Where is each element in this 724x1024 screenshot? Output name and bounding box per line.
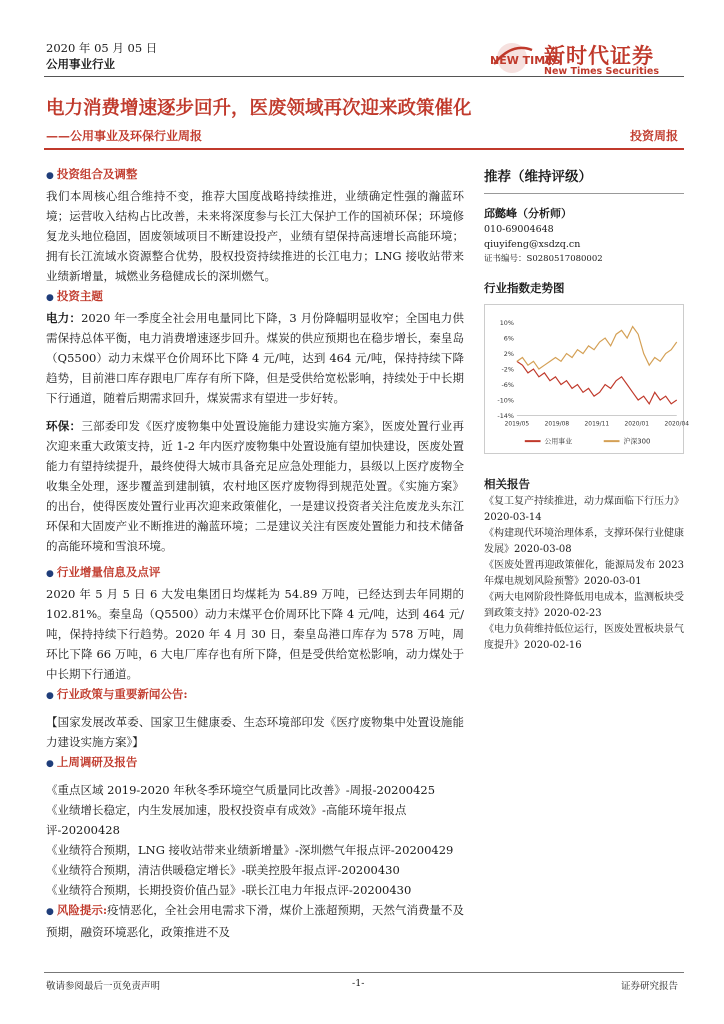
bullet-icon: ● bbox=[46, 907, 54, 917]
related-report bbox=[484, 494, 684, 526]
related-report bbox=[484, 622, 684, 654]
related-report-date: 2020-03-08 bbox=[514, 544, 572, 555]
y-tick-label: -6% bbox=[501, 381, 514, 390]
report-date: 2020 年 05 月 05 日 bbox=[46, 41, 158, 55]
page-subtitle: ——公用事业及环保行业周报 bbox=[46, 129, 203, 143]
section-text: 2020 年 5 月 5 日 6 大发电集团日均煤耗为 54.89 万吨，已经达到去年同期的 102.81%。秦皇岛（Q5500）动力末煤平仓价周环比下降 4 元/吨，达到 464 元/吨，保持持续下行趋势。2020 年 4 月 30 日，秦皇岛港口库存为 578 万吨，周环比下降 66 万吨，6 大电厂库存也有所下降，但是受供给宽松影响，动力煤处于中长期下行通道。 bbox=[46, 587, 464, 681]
logo-mark-text: NEW TIMES bbox=[490, 54, 561, 67]
env-text: 三部委印发《医疗废物集中处置设施能力建设实施方案》，医废处置行业再次迎来重大政策支持，近 1-2 年内医疗废物集中处置设施有望加快建设，医废处置能力有望持续提升，最终使得大城市具备充足应急处理能力，县级以上医疗废物全收集全处理，逐步覆盖到建制镇，农村地区医疗废物得到规范处置。《实施方案》的出台，使得医废处置行业再次迎来政策催化，一是建议投资者关注危废龙头东江环保和大固废产业不断推进的瀚蓝环境；二是建议关注有医废处置能力和技术储备的高能环境和雪浪环境。 bbox=[46, 419, 465, 553]
y-tick-label: 10% bbox=[499, 319, 514, 328]
rating: 推荐（维持评级） bbox=[484, 169, 592, 185]
company-logo-icon bbox=[486, 40, 561, 76]
analyst-name: 邱懿峰（分析师） bbox=[484, 207, 572, 220]
related-reports-title: 相关报告 bbox=[484, 477, 530, 491]
title-divider bbox=[44, 148, 684, 150]
related-report-date: 2020-02-16 bbox=[524, 640, 582, 651]
power-text: 2020 年一季度全社会用电量同比下降，3 月份降幅明显收窄；全国电力供需保持总体平衡，电力消费增速逐步回升。煤炭的供应预期也在稳步增长，秦皇岛（Q5500）动力末煤平仓价周环比下降 4 元/吨，达到 464 元/吨，保持持续下降趋势，目前港口库存跟电厂库存有所下降，但是受供给宽松影响，持续处于中长期下行通道，随着后期需求回升，煤炭需求有望进一步好转。 bbox=[46, 311, 464, 405]
footer-disclaimer: 敬请参阅最后一页免责声明 bbox=[46, 981, 161, 992]
related-report bbox=[484, 590, 684, 622]
research-item: 《业绩符合预期，LNG 接收站带来业绩新增量》-深圳燃气年报点评-20200429 bbox=[46, 843, 454, 857]
sidebar bbox=[484, 164, 690, 654]
index-chart-title: 行业指数走势图 bbox=[484, 281, 565, 295]
section-heading: 投资组合及调整 bbox=[56, 167, 138, 181]
related-report-title: 《复工复产持续推进，动力煤面临下行压力》 bbox=[484, 496, 684, 507]
y-tick-label: -10% bbox=[497, 396, 514, 405]
research-item: 《业绩符合预期，清洁供暖稳定增长》-联美控股年报点评-20200430 bbox=[46, 863, 400, 877]
legend-label: 公用事业 bbox=[544, 437, 573, 446]
x-tick-label: 2019/08 bbox=[544, 421, 570, 428]
header-divider bbox=[44, 76, 684, 77]
sector-label: 公用事业行业 bbox=[46, 57, 115, 71]
footer-divider bbox=[44, 972, 684, 973]
research-item: 《业绩符合预期，长期投资价值凸显》-联长江电力年报点评-20200430 bbox=[46, 883, 412, 897]
bullet-icon: ● bbox=[46, 293, 54, 303]
x-tick-label: 2020/04 bbox=[664, 421, 690, 428]
rating-divider bbox=[484, 193, 684, 194]
related-report-date: 2020-02-23 bbox=[544, 608, 602, 619]
cert-label: 证书编号： bbox=[484, 254, 527, 264]
x-tick-label: 2019/05 bbox=[504, 421, 530, 428]
cert-number: S0280517080002 bbox=[526, 254, 603, 264]
section-heading: 上周调研及报告 bbox=[56, 755, 138, 769]
section-policy bbox=[46, 684, 464, 752]
page-title: 电力消费增速逐步回升，医废领域再次迎来政策催化 bbox=[46, 98, 472, 119]
section-text: 【国家发展改革委、国家卫生健康委、生态环境部印发《医疗废物集中处置设施能力建设实施方案》】 bbox=[46, 715, 464, 749]
bullet-icon: ● bbox=[46, 569, 54, 579]
section-heading: 行业政策与重要新闻公告: bbox=[56, 687, 188, 701]
section-heading: 行业增量信息及点评 bbox=[56, 565, 161, 579]
main-column bbox=[46, 164, 464, 942]
related-report-date: 2020-03-14 bbox=[484, 512, 542, 523]
page-number: -1- bbox=[352, 978, 365, 989]
section-industry bbox=[46, 562, 464, 684]
logo-name-en: New Times Securities bbox=[544, 66, 660, 77]
related-report-title: 《构建现代环境治理体系，支撑环保行业健康发展》 bbox=[484, 528, 684, 555]
bullet-icon: ● bbox=[46, 171, 54, 181]
series-line-1 bbox=[517, 327, 677, 370]
section-research bbox=[46, 752, 464, 900]
related-report-date: 2020-03-01 bbox=[584, 576, 642, 587]
power-label: 电力： bbox=[46, 311, 82, 325]
section-risk bbox=[46, 900, 464, 942]
analyst-email: qiuyifeng@xsdzq.cn bbox=[484, 239, 581, 250]
research-item: 《业绩增长稳定，内生发展加速，股权投资卓有成效》-高能环境年报点评-20200428 bbox=[46, 803, 407, 837]
section-heading: 风险提示: bbox=[56, 903, 108, 917]
legend-label: 沪深300 bbox=[623, 437, 651, 446]
related-report bbox=[484, 526, 684, 558]
y-tick-label: 6% bbox=[503, 334, 514, 343]
x-tick-label: 2020/01 bbox=[624, 421, 650, 428]
footer-brand: 证券研究报告 bbox=[620, 981, 678, 992]
report-type: 投资周报 bbox=[629, 129, 678, 143]
section-portfolio bbox=[46, 164, 464, 286]
y-tick-label: -2% bbox=[501, 365, 514, 374]
related-report-title: 《两大电网阶段性降低用电成本，监测板块受到政策支持》 bbox=[484, 592, 684, 619]
related-report-title: 《电力负荷维持低位运行，医废处置板块景气度提升》 bbox=[484, 624, 684, 651]
index-chart bbox=[484, 304, 690, 454]
analyst-phone: 010-69004648 bbox=[484, 224, 554, 235]
section-heading: 投资主题 bbox=[56, 289, 103, 303]
section-text: 我们本周核心组合维持不变，推荐大国度战略持续推进，业绩确定性强的瀚蓝环境；运营收入结构占比改善，未来将深度参与长江大保护工作的国祯环保；环境修复龙头地位稳固，固废领域项目不断建设投产，业绩有望保持高速增长高能环境；拥有长江流域水资源整合优势，股权投资持续推进的长江电力；LNG 接收站带来业绩新增量，城燃业务稳健成长的深圳燃气。 bbox=[46, 189, 464, 283]
env-label: 环保： bbox=[46, 419, 82, 433]
related-report bbox=[484, 558, 684, 590]
y-tick-label: -14% bbox=[497, 411, 514, 420]
x-tick-label: 2019/11 bbox=[584, 421, 610, 428]
logo-name: 新时代证券 bbox=[544, 43, 654, 68]
section-theme bbox=[46, 286, 464, 556]
related-report-title: 《医废处置再迎政策催化，能源局发布 2023 年煤电规划风险预警》 bbox=[484, 560, 684, 587]
research-item: 《重点区域 2019-2020 年秋冬季环境空气质量同比改善》-周报-20200425 bbox=[46, 783, 436, 797]
bullet-icon: ● bbox=[46, 759, 54, 769]
risk-text: 疫情恶化，全社会用电需求下滑，煤价上涨超预期，天然气消费量不及预期，融资环境恶化，政策推进不及 bbox=[46, 903, 465, 939]
y-tick-label: 2% bbox=[503, 350, 514, 359]
bullet-icon: ● bbox=[46, 691, 54, 701]
